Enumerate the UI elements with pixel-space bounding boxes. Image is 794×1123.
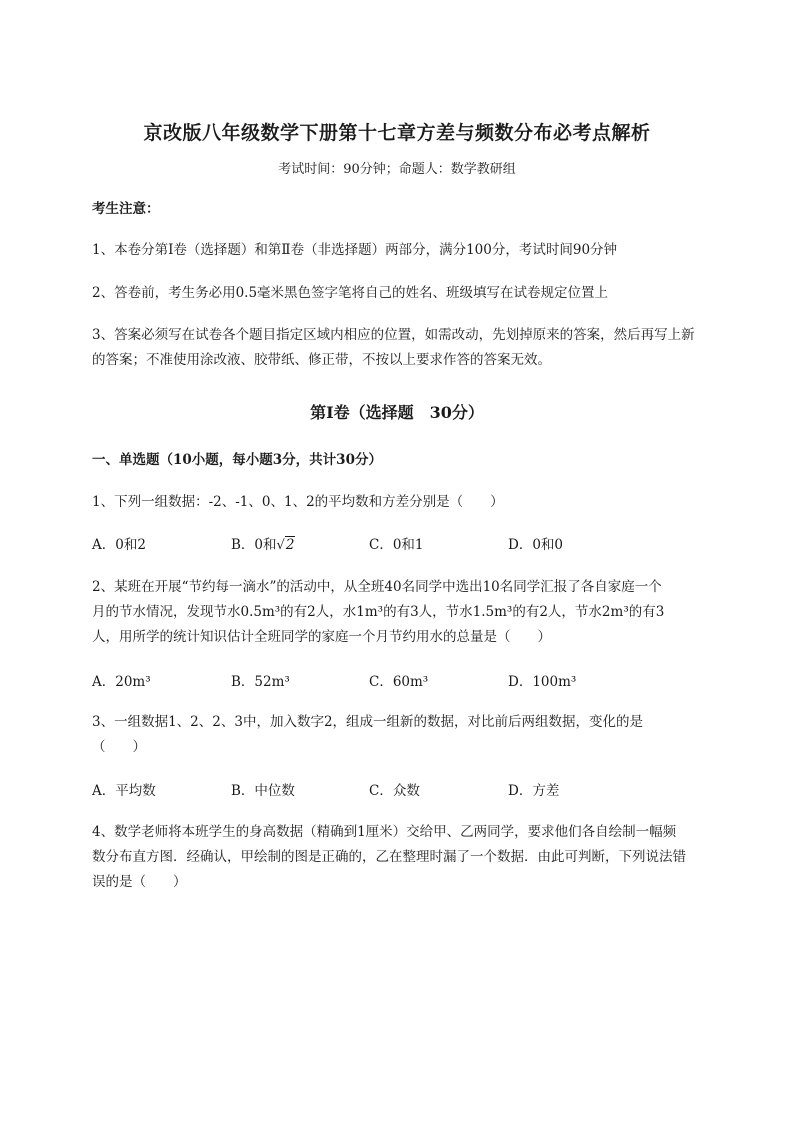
exam-subtitle: 考试时间：90分钟；命题人：数学教研组	[278, 162, 516, 177]
question-2-stem-1: 2、某班在开展“节约每一滴水”的活动中，从全班40名同学中选出10名同学汇报了各自家庭一个	[92, 579, 662, 595]
question-3-option-d[interactable]: D．方差	[508, 783, 560, 799]
question-4-stem-3: 误的是（ ）	[92, 874, 187, 890]
sqrt-radicand: 2	[285, 537, 295, 553]
question-3-option-b[interactable]: B．中位数	[231, 783, 295, 799]
notice-item-1: 1、本卷分第I卷（选择题）和第Ⅱ卷（非选择题）两部分，满分100分，考试时间90分钟	[92, 242, 618, 258]
question-2-option-d[interactable]: D．100m³	[508, 674, 577, 690]
question-1-stem: 1、下列一组数据：-2、-1、0、1、2的平均数和方差分别是（ ）	[92, 494, 504, 510]
question-3-option-a[interactable]: A．平均数	[92, 783, 156, 799]
question-2-option-a[interactable]: A．20m³	[92, 674, 151, 690]
sqrt-symbol: √2	[276, 537, 295, 553]
question-2-stem-3: 人，用所学的统计知识估计全班同学的家庭一个月节约用水的总量是（ ）	[92, 629, 551, 645]
question-2-stem-2: 月的节水情况，发现节水0.5m³的有2人，水1m³的有3人，节水1.5m³的有2人，节水2m³的有3	[92, 604, 665, 620]
question-1-option-d[interactable]: D．0和0	[508, 537, 564, 553]
question-3-stem-1: 3、一组数据1、2、2、3中，加入数字2，组成一组新的数据，对比前后两组数据，变化的是	[92, 714, 644, 730]
section-title: 第I卷（选择题 30分）	[310, 403, 484, 422]
question-1-option-b-label: B．0和	[231, 537, 277, 553]
question-1-options	[92, 533, 712, 555]
notice-item-3-cont: 的答案；不准使用涂改液、胶带纸、修正带，不按以上要求作答的答案无效。	[92, 352, 551, 368]
question-2-option-c[interactable]: C．60m³	[369, 674, 429, 690]
question-1-option-c[interactable]: C．0和1	[369, 537, 424, 553]
part-heading: 一、单选题（10小题，每小题3分，共计30分）	[92, 452, 382, 468]
question-3-stem-2: （ ）	[92, 739, 146, 755]
question-3-options	[92, 779, 712, 801]
question-4-stem-2: 数分布直方图．经确认，甲绘制的图是正确的，乙在整理时漏了一个数据．由此可判断，下列说法错	[92, 849, 686, 865]
question-1-option-b[interactable]	[231, 533, 295, 553]
question-1-option-a[interactable]: A．0和2	[92, 537, 146, 553]
exam-title: 京改版八年级数学下册第十七章方差与频数分布必考点解析	[143, 122, 651, 144]
question-4-stem-1: 4、数学老师将本班学生的身高数据（精确到1厘米）交给甲、乙两同学，要求他们各自绘制一幅频	[92, 824, 677, 840]
notice-heading: 考生注意：	[92, 201, 160, 217]
question-2-option-b[interactable]: B．52m³	[231, 674, 290, 690]
question-2-options	[92, 670, 712, 692]
notice-item-2: 2、答卷前，考生务必用0.5毫米黑色签字笔将自己的姓名、班级填写在试卷规定位置上	[92, 285, 609, 301]
question-3-option-c[interactable]: C．众数	[369, 783, 420, 799]
notice-item-3: 3、答案必须写在试卷各个题目指定区域内相应的位置，如需改动，先划掉原来的答案，然后再写上新	[92, 327, 695, 343]
